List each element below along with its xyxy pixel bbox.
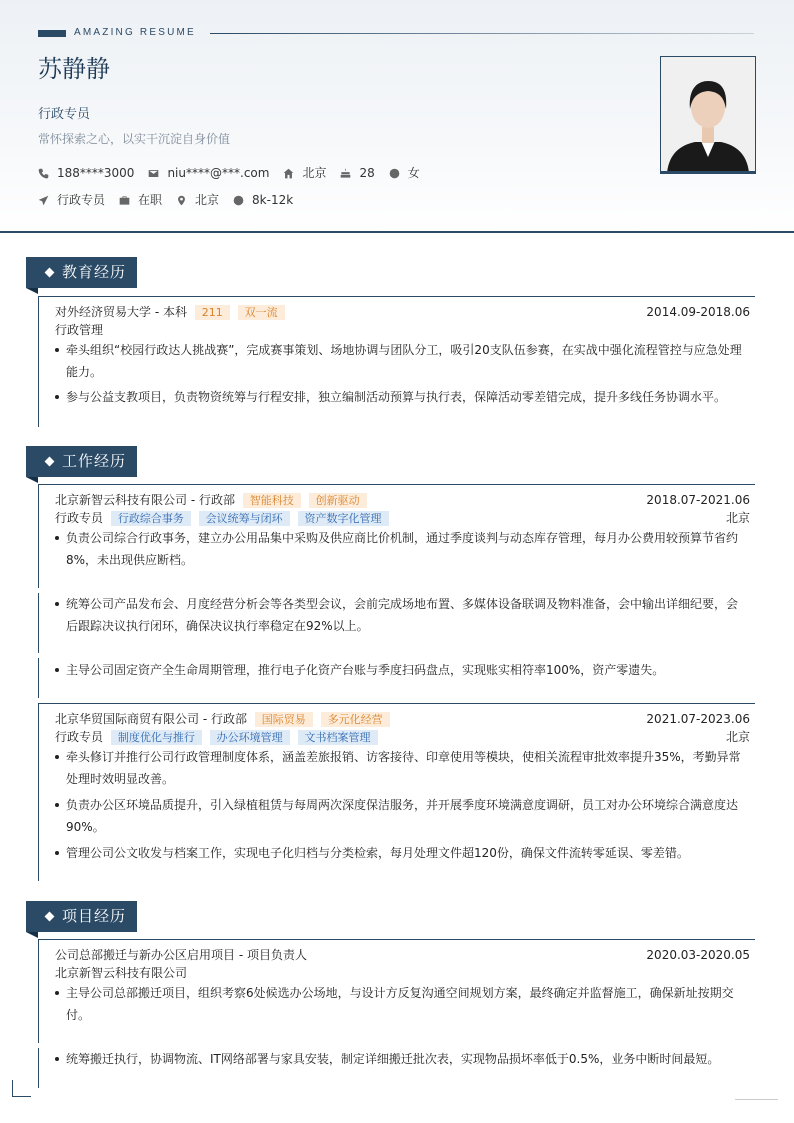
intent-city-text: 北京 <box>195 193 220 207</box>
entry-date: 2014.09-2018.06 <box>646 305 750 319</box>
email-text: niu****@***.com <box>167 166 270 180</box>
age-text: 28 <box>359 166 375 180</box>
tag-badge: 国际贸易 <box>255 712 313 727</box>
phone-text: 188****3000 <box>57 166 135 180</box>
entry-date: 2020.03-2020.05 <box>646 948 750 962</box>
status-text: 在职 <box>138 193 163 207</box>
project-name: 公司总部搬迁与新办公区启用项目 - 项目负责人 <box>55 948 307 962</box>
money-icon <box>233 195 244 206</box>
bullet-dot <box>55 851 59 855</box>
school-name: 对外经济贸易大学 - 本科 <box>55 305 187 319</box>
bullet-text: 负责公司综合行政事务，建立办公用品集中采购及供应商比价机制，通过季度谈判与动态库存管理，每月办公费用较预算节省约8%，未出现供应断档。 <box>66 531 739 567</box>
bullet-dot <box>55 395 59 399</box>
entry-left-border <box>38 703 39 881</box>
bullet-dot <box>55 668 59 672</box>
brand-banner <box>38 27 754 39</box>
tag-badge: 211 <box>195 305 230 320</box>
bullet-text: 牵头修订并推行公司行政管理制度体系，涵盖差旅报销、访客接待、印章使用等模块，使相关流程审批效率提升35%，考勤异常处理时效明显改善。 <box>66 750 741 786</box>
page-corner-line <box>735 1099 778 1100</box>
job-intent-row <box>38 192 307 208</box>
candidate-name: 苏静静 <box>38 55 110 83</box>
bullet-text: 统筹搬迁执行，协调物流、IT网络部署与家具安装，制定详细搬迁批次表，实现物品损坏率低于0.5%，业务中断时间最短。 <box>66 1052 720 1066</box>
gender-text: 女 <box>407 166 420 180</box>
role-name: 行政专员 <box>55 730 104 744</box>
page-corner-mark <box>12 1080 31 1097</box>
intent-job-info <box>38 192 105 208</box>
entry-top-border <box>38 484 755 485</box>
bullet-item <box>55 659 749 681</box>
gender-icon <box>389 168 400 179</box>
bullet-dot <box>55 991 59 995</box>
section-title-text: 教育经历 <box>62 263 127 281</box>
work-role <box>55 510 389 526</box>
entry-left-border <box>38 484 39 588</box>
bullet-item <box>55 746 749 790</box>
motto: 常怀探索之心，以实干沉淀自身价值 <box>38 132 231 146</box>
tag-badge: 智能科技 <box>243 493 301 508</box>
entry-left-border <box>38 593 39 653</box>
section-title-projects <box>26 901 137 932</box>
entry-date: 2021.07-2023.06 <box>646 712 750 726</box>
bullet-item <box>55 794 749 838</box>
bullet-dot <box>55 602 59 606</box>
photo-underline <box>660 171 756 174</box>
tag-badge: 多元化经营 <box>321 712 390 727</box>
age-info <box>340 165 374 181</box>
section-title-text: 工作经历 <box>62 452 127 470</box>
salary-info <box>233 192 293 208</box>
diamond-icon <box>45 912 55 922</box>
entry-left-border <box>38 658 39 698</box>
bullet-item <box>55 386 749 408</box>
briefcase-icon <box>119 195 130 206</box>
bullet-item <box>55 982 749 1026</box>
bullet-item <box>55 527 749 571</box>
skill-tag: 资产数字化管理 <box>298 511 389 526</box>
bullet-dot <box>55 803 59 807</box>
cake-icon <box>340 168 351 179</box>
bullet-dot <box>55 1057 59 1061</box>
entry-city: 北京 <box>725 511 750 525</box>
bullet-text: 主导公司固定资产全生命周期管理，推行电子化资产台账与季度扫码盘点，实现账实相符率100%，资产零遗失。 <box>66 663 665 677</box>
bullet-dot <box>55 536 59 540</box>
bullet-item <box>55 842 749 864</box>
skill-tag: 行政综合事务 <box>111 511 191 526</box>
section-title-work <box>26 446 137 477</box>
home-info <box>283 165 326 181</box>
location-pin-icon <box>176 195 187 206</box>
entry-city: 北京 <box>725 730 750 744</box>
section-title-fold <box>26 932 38 938</box>
entry-left-border <box>38 939 39 1043</box>
skill-tag: 办公环境管理 <box>210 730 290 745</box>
section-title-fold <box>26 477 38 483</box>
entry-left-border <box>38 296 39 427</box>
company-name: 北京新智云科技有限公司 - 行政部 <box>55 493 235 507</box>
entry-top-border <box>38 939 755 940</box>
contact-info-row <box>38 165 434 181</box>
intent-job-text: 行政专员 <box>57 193 106 207</box>
mail-icon <box>148 168 159 179</box>
bullet-item <box>55 1048 749 1070</box>
bullet-text: 主导公司总部搬迁项目，组织考察6处候选办公场地，与设计方反复沟通空间规划方案，最终确定并监督施工，确保新址按期交付。 <box>66 986 734 1022</box>
bullet-text: 统筹公司产品发布会、月度经营分析会等各类型会议，会前完成场地布置、多媒体设备联调及物料准备，会中输出详细纪要，会后跟踪决议执行闭环，确保决议执行率稳定在92%以上。 <box>66 597 739 633</box>
intent-city-info <box>176 192 219 208</box>
skill-tag: 文书档案管理 <box>298 730 378 745</box>
home-icon <box>283 168 294 179</box>
brand-line <box>210 33 754 34</box>
entry-left-border <box>38 1048 39 1088</box>
salary-text: 8k-12k <box>252 193 294 207</box>
tag-badge: 创新驱动 <box>309 493 367 508</box>
work-company <box>55 492 367 508</box>
send-icon <box>38 195 49 206</box>
gender-info <box>389 165 420 181</box>
brand-text: AMAZING RESUME <box>74 27 196 38</box>
skill-tag: 会议统筹与闭环 <box>199 511 290 526</box>
bullet-text: 牵头组织“校园行政达人挑战赛”，完成赛事策划、场地协调与团队分工，吸引20支队伍参赛，在实战中强化流程管控与应急处理能力。 <box>66 343 742 379</box>
skill-tag: 制度优化与推行 <box>111 730 202 745</box>
bullet-dot <box>55 348 59 352</box>
email-info <box>148 165 269 181</box>
education-major: 行政管理 <box>55 323 104 337</box>
bullet-dot <box>55 755 59 759</box>
entry-top-border <box>38 296 755 297</box>
portrait-image <box>661 57 755 173</box>
diamond-icon <box>45 457 55 467</box>
section-title-education <box>26 257 137 288</box>
bullet-item <box>55 593 749 637</box>
project-company: 北京新智云科技有限公司 <box>55 966 188 980</box>
company-name: 北京华贸国际商贸有限公司 - 行政部 <box>55 712 247 726</box>
home-text: 北京 <box>302 166 327 180</box>
phone-icon <box>38 168 49 179</box>
bullet-text: 管理公司公文收发与档案工作，实现电子化归档与分类检索，每月处理文件超120份，确保文件流转零延误、零差错。 <box>66 846 689 860</box>
diamond-icon <box>45 268 55 278</box>
section-title-fold <box>26 288 38 294</box>
education-school <box>55 304 285 320</box>
entry-top-border <box>38 703 755 704</box>
section-title-text: 项目经历 <box>62 907 127 925</box>
resume-header <box>0 0 794 233</box>
bullet-text: 参与公益支教项目，负责物资统筹与行程安排，独立编制活动预算与执行表，保障活动零差错完成，提升多线任务协调水平。 <box>66 390 727 404</box>
tag-badge: 双一流 <box>238 305 285 320</box>
entry-date: 2018.07-2021.06 <box>646 493 750 507</box>
brand-bar <box>38 30 66 37</box>
bullet-item <box>55 339 749 383</box>
profile-photo <box>660 56 756 174</box>
job-title: 行政专员 <box>38 107 91 122</box>
work-role <box>55 729 378 745</box>
bullet-text: 负责办公区环境品质提升，引入绿植租赁与每周两次深度保洁服务，并开展季度环境满意度调研，员工对办公环境综合满意度达90%。 <box>66 798 739 834</box>
phone-info <box>38 165 134 181</box>
work-company <box>55 711 390 727</box>
status-info <box>119 192 162 208</box>
role-name: 行政专员 <box>55 511 104 525</box>
